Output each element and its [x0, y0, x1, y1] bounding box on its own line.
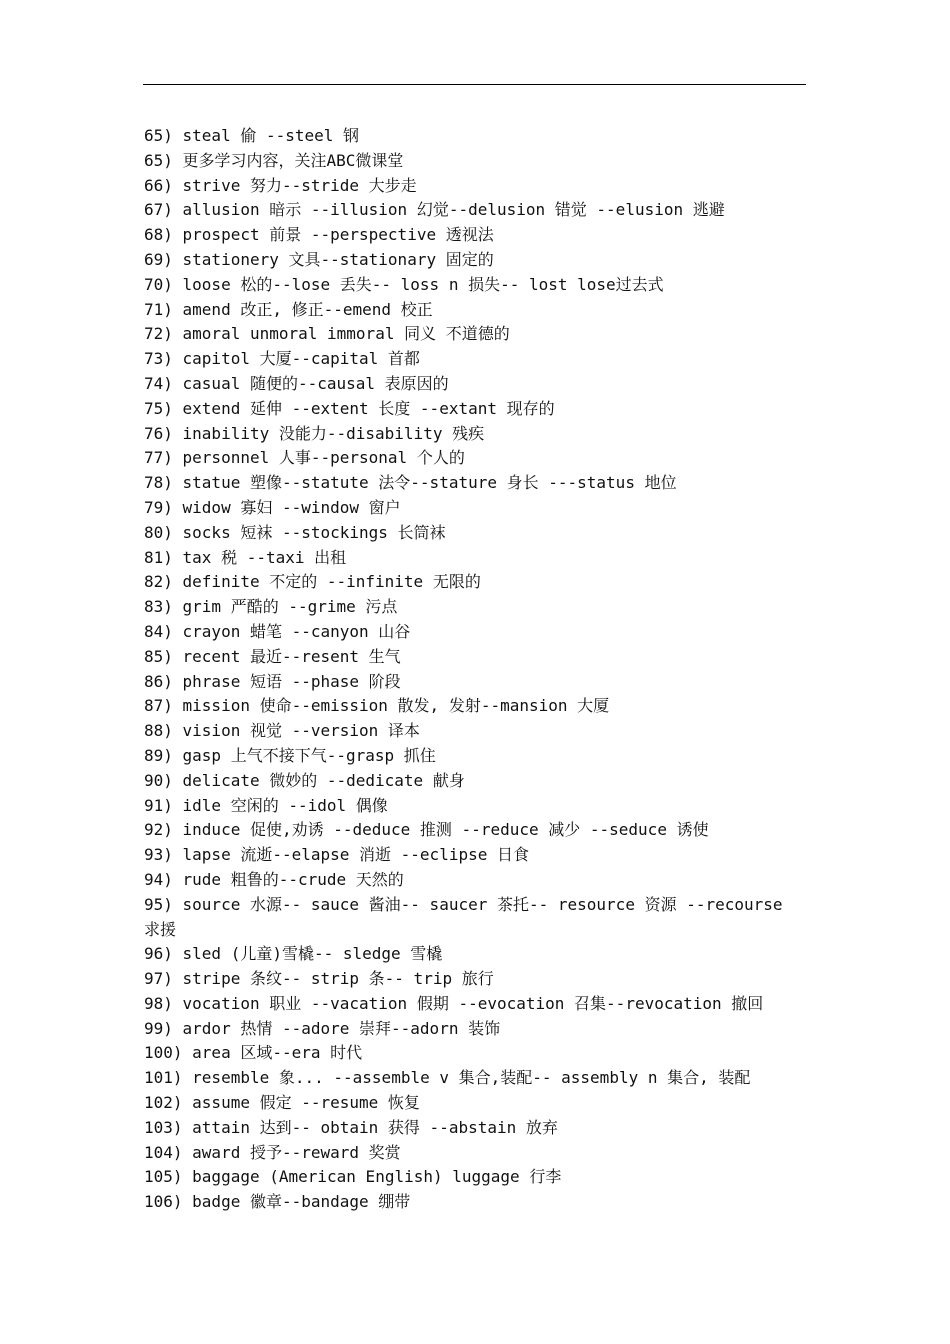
list-line: 101) resemble 象... --assemble v 集合,装配-- assembly n 集合, 装配 — [144, 1068, 751, 1088]
list-line: 77) personnel 人事--personal 个人的 — [144, 448, 465, 468]
list-line: 99) ardor 热情 --adore 崇拜--adorn 装饰 — [144, 1018, 501, 1038]
list-line: 105) baggage (American English) luggage 行李 — [144, 1167, 562, 1187]
list-line: 90) delicate 微妙的 --dedicate 献身 — [144, 770, 465, 790]
header-rule — [143, 84, 806, 85]
list-line: 74) casual 随便的--causal 表原因的 — [144, 373, 449, 393]
list-line: 76) inability 没能力--disability 残疾 — [144, 423, 485, 443]
list-line: 102) assume 假定 --resume 恢复 — [144, 1093, 420, 1113]
list-line: 85) recent 最近--resent 生气 — [144, 646, 401, 666]
list-line: 106) badge 徽章--bandage 绷带 — [144, 1192, 411, 1212]
list-line: 89) gasp 上气不接下气--grasp 抓住 — [144, 745, 436, 765]
list-line: 71) amend 改正, 修正--emend 校正 — [144, 299, 433, 319]
list-line: 93) lapse 流逝--elapse 消逝 --eclipse 日食 — [144, 845, 529, 865]
list-line: 97) stripe 条纹-- strip 条-- trip 旅行 — [144, 969, 494, 989]
list-line: 73) capitol 大厦--capital 首都 — [144, 349, 420, 369]
list-line: 86) phrase 短语 --phase 阶段 — [144, 671, 401, 691]
list-line: 75) extend 延伸 --extent 长度 --extant 现存的 — [144, 398, 555, 418]
list-line: 98) vocation 职业 --vacation 假期 --evocation 召集--revocation 撤回 — [144, 993, 764, 1013]
list-line: 104) award 授予--reward 奖赏 — [144, 1142, 401, 1162]
list-line: 66) strive 努力--stride 大步走 — [144, 175, 417, 195]
list-line: 84) crayon 蜡笔 --canyon 山谷 — [144, 621, 411, 641]
list-line: 88) vision 视觉 --version 译本 — [144, 721, 420, 741]
list-line: 82) definite 不定的 --infinite 无限的 — [144, 572, 481, 592]
list-line: 95) source 水源-- sauce 酱油-- saucer 茶托-- resource 资源 --recourse — [144, 894, 783, 914]
list-line: 65) 更多学习内容，关注ABC微课堂 — [144, 150, 404, 170]
list-line: 87) mission 使命--emission 散发, 发射--mansion 大厦 — [144, 696, 610, 716]
list-line: 100) area 区域--era 时代 — [144, 1043, 363, 1063]
list-line: 72) amoral unmoral immoral 同义 不道德的 — [144, 324, 510, 344]
list-line: 94) rude 粗鲁的--crude 天然的 — [144, 869, 404, 889]
list-line: 65) steal 偷 --steel 钢 — [144, 126, 360, 145]
list-line: 67) allusion 暗示 --illusion 幻觉--delusion 错觉 --elusion 逃避 — [144, 200, 725, 220]
list-line: 96) sled (儿童)雪橇-- sledge 雪橇 — [144, 944, 443, 964]
vocabulary-list — [144, 124, 808, 1215]
list-line: 69) stationery 文具--stationary 固定的 — [144, 249, 494, 269]
list-line: 83) grim 严酷的 --grime 污点 — [144, 597, 398, 617]
list-line: 78) statue 塑像--statute 法令--stature 身长 ---status 地位 — [144, 473, 677, 493]
list-line: 70) loose 松的--lose 丢失-- loss n 损失-- lost lose过去式 — [144, 274, 664, 294]
list-line: 68) prospect 前景 --perspective 透视法 — [144, 225, 494, 245]
list-line: 79) widow 寡妇 --window 窗户 — [144, 497, 401, 517]
list-line: 81) tax 税 --taxi 出租 — [144, 547, 347, 567]
list-line: 103) attain 达到-- obtain 获得 --abstain 放弃 — [144, 1117, 558, 1137]
list-line: 80) socks 短袜 --stockings 长筒袜 — [144, 522, 446, 542]
list-line-continuation: 求援 — [144, 919, 177, 939]
list-line: 91) idle 空闲的 --idol 偶像 — [144, 795, 388, 815]
list-line: 92) induce 促使,劝诱 --deduce 推测 --reduce 减少 --seduce 诱使 — [144, 820, 709, 840]
